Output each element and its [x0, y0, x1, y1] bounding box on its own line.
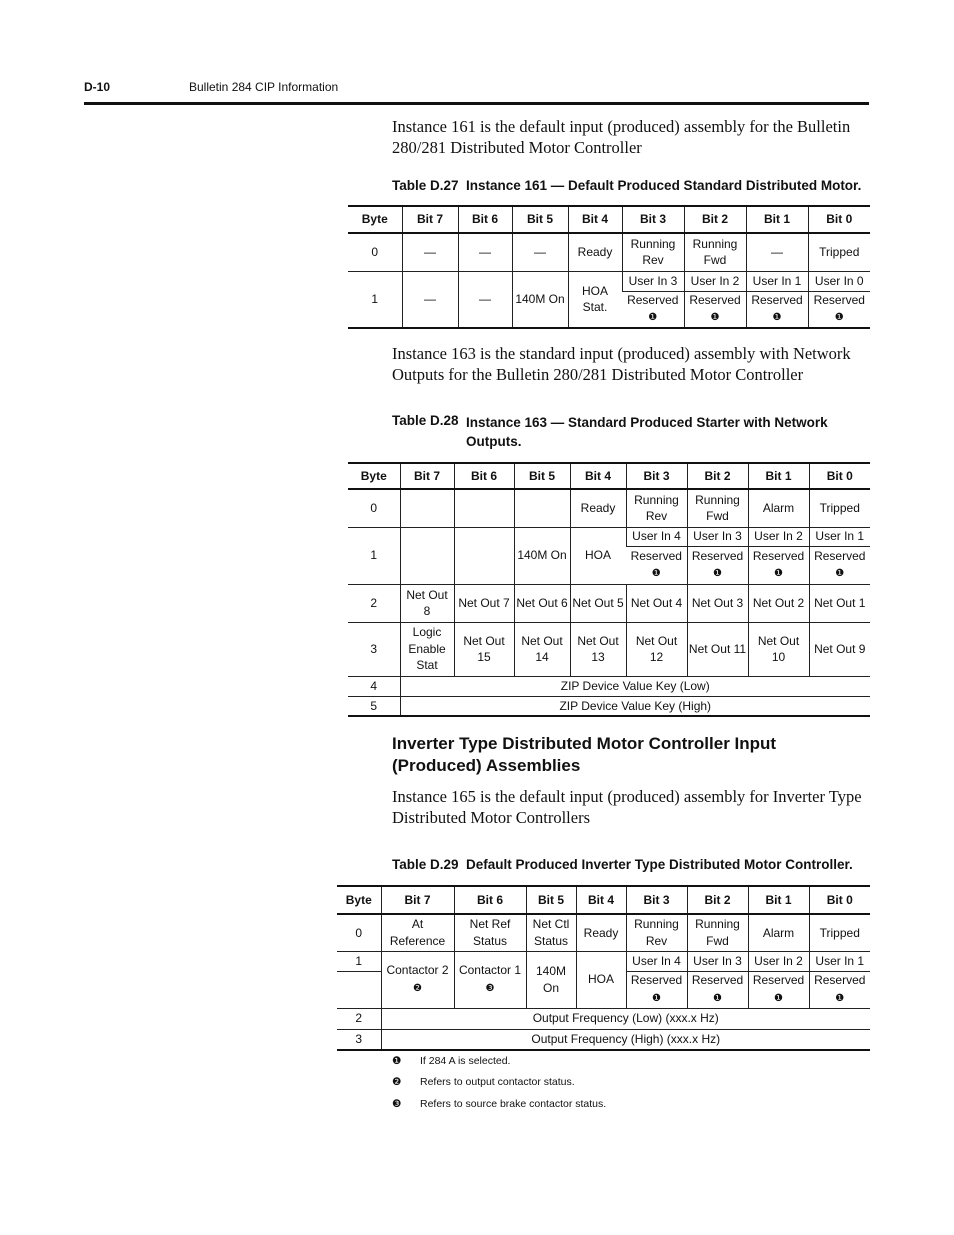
col-bit6: Bit 6: [458, 206, 512, 233]
cell: Net Out 6: [514, 584, 570, 622]
table-row: [348, 584, 870, 622]
cell: 0: [348, 233, 402, 271]
footnote-1: [392, 1055, 510, 1067]
cell: ZIP Device Value Key (High): [400, 696, 870, 716]
cell: Net Out 11: [687, 622, 748, 676]
cell-text: Reserved: [630, 973, 683, 987]
cell: Net Out 9: [809, 622, 870, 676]
footnote-3: [392, 1098, 606, 1110]
col-bit7: Bit 7: [402, 206, 458, 233]
col-bit3: Bit 3: [626, 463, 687, 489]
cell: Running Rev: [622, 233, 684, 271]
cell-text: Reserved: [752, 548, 805, 563]
col-bit7: Bit 7: [381, 886, 454, 914]
cell: Ready: [576, 914, 626, 951]
cell: User In 1: [746, 271, 808, 291]
header-rule: [84, 102, 869, 105]
cell: [687, 546, 748, 584]
col-byte: Byte: [348, 463, 400, 489]
footnote-marker: ❶: [772, 312, 782, 324]
cell: Net Out 12: [626, 622, 687, 676]
cell: User In 0: [808, 271, 870, 291]
footnote-marker: ❶: [652, 992, 661, 1004]
cell: Net Out 3: [687, 584, 748, 622]
cell: Output Frequency (High) (xxx.x Hz): [381, 1029, 870, 1050]
cell: User In 3: [687, 527, 748, 546]
col-bit5: Bit 5: [514, 463, 570, 489]
col-bit1: Bit 1: [748, 463, 809, 489]
cell: [687, 971, 748, 1008]
cell: [400, 489, 454, 527]
col-bit6: Bit 6: [454, 886, 526, 914]
cell: [808, 291, 870, 328]
cell: Running Fwd: [687, 489, 748, 527]
col-bit3: Bit 3: [626, 886, 687, 914]
header-row: [348, 463, 870, 489]
cell-text: Reserved: [630, 548, 682, 563]
table-d27: [348, 205, 870, 329]
section-heading: Inverter Type Distributed Motor Controller Input (Produced) Assemblies: [392, 734, 777, 775]
cell: [622, 291, 684, 328]
footnote-marker: ❶: [774, 568, 783, 579]
col-bit2: Bit 2: [687, 463, 748, 489]
cell: 3: [348, 622, 400, 676]
col-bit6: Bit 6: [454, 463, 514, 489]
col-bit1: Bit 1: [746, 206, 808, 233]
table-row: [337, 914, 870, 951]
table-label: Table D.28: [392, 413, 459, 428]
col-bit1: Bit 1: [748, 886, 809, 914]
header-row: [348, 206, 870, 233]
table-row: [348, 622, 870, 676]
cell: 1: [348, 271, 402, 328]
header-row: [337, 886, 870, 914]
cell: User In 4: [626, 527, 687, 546]
page-number: D-10: [84, 80, 111, 94]
cell: —: [402, 271, 458, 328]
footnote-marker: ❷: [413, 982, 422, 994]
cell: Net Out 10: [748, 622, 809, 676]
cell: —: [458, 233, 512, 271]
cell: 0: [348, 489, 400, 527]
cell: 3: [337, 1029, 381, 1050]
intro-paragraph-165: Instance 165 is the default input (produced) assembly for Inverter Type Distributed Motor Controllers: [392, 787, 862, 827]
cell-text: Reserved: [751, 292, 803, 307]
cell: [746, 291, 808, 328]
table-title: Default Produced Inverter Type Distributed Motor Controller.: [466, 857, 853, 872]
cell: 1: [337, 951, 381, 971]
cell: [684, 291, 746, 328]
table-title: Instance 163 — Standard Produced Starter with Network Outputs.: [466, 415, 828, 449]
cell: HOA Stat.: [568, 271, 622, 328]
footnote-2: [392, 1076, 575, 1088]
cell-text: Reserved: [627, 292, 679, 307]
table-d28: [348, 462, 870, 717]
cell: ZIP Device Value Key (Low): [400, 676, 870, 696]
cell: [748, 971, 809, 1008]
cell: Net Out 7: [454, 584, 514, 622]
footnote-marker: ❶: [835, 568, 845, 579]
col-byte: Byte: [348, 206, 402, 233]
cell: [626, 546, 687, 584]
cell: Net Out 14: [514, 622, 570, 676]
footnote-marker: ❶: [710, 312, 720, 324]
col-bit0: Bit 0: [809, 886, 870, 914]
col-bit2: Bit 2: [687, 886, 748, 914]
table-row: [348, 271, 870, 291]
intro-paragraph-161: Instance 161 is the default input (produced) assembly for the Bulletin 280/281 Distributed Motor Controller: [392, 117, 851, 157]
cell: 140M On: [512, 271, 568, 328]
intro-paragraph-163: Instance 163 is the standard input (produced) assembly with Network Outputs for the Bulletin 280/281 Distributed Motor Controller: [392, 344, 851, 384]
cell: Net Out 8: [400, 584, 454, 622]
table-row: [348, 696, 870, 716]
footnote-marker: ❶: [648, 312, 658, 324]
cell: Running Rev: [626, 914, 687, 951]
table-label: Table D.27: [392, 178, 459, 193]
footnote-text: Refers to output contactor status.: [420, 1076, 575, 1088]
col-bit7: Bit 7: [400, 463, 454, 489]
cell: User In 4: [626, 951, 687, 971]
cell: HOA: [570, 527, 626, 584]
cell: Net Ref Status: [454, 914, 526, 951]
cell: [809, 546, 870, 584]
cell-text: Reserved: [691, 973, 744, 987]
table-d28-caption: [392, 413, 846, 451]
cell: —: [512, 233, 568, 271]
footnote-text: Refers to source brake contactor status.: [420, 1098, 607, 1110]
cell: —: [458, 271, 512, 328]
cell: Net Out 15: [454, 622, 514, 676]
table-row: [337, 951, 870, 971]
col-bit2: Bit 2: [684, 206, 746, 233]
cell: At Reference: [381, 914, 454, 951]
table-row: [348, 233, 870, 271]
cell: Ready: [568, 233, 622, 271]
cell: Net Out 5: [570, 584, 626, 622]
footnote-text: If 284 A is selected.: [420, 1055, 511, 1067]
cell-text: Contactor 1: [458, 963, 522, 977]
cell: User In 1: [809, 527, 870, 546]
cell-text: Reserved: [814, 973, 866, 987]
col-bit3: Bit 3: [622, 206, 684, 233]
col-bit5: Bit 5: [526, 886, 576, 914]
table-label: Table D.29: [392, 857, 459, 872]
cell: [381, 951, 454, 1008]
table-row: [337, 1029, 870, 1050]
cell: Alarm: [748, 489, 809, 527]
cell: Alarm: [748, 914, 809, 951]
cell: User In 2: [684, 271, 746, 291]
cell: —: [746, 233, 808, 271]
cell: [454, 951, 526, 1008]
table-row: [348, 676, 870, 696]
col-bit0: Bit 0: [809, 463, 870, 489]
cell: [809, 971, 870, 1008]
cell: Net Ctl Status: [526, 914, 576, 951]
cell: Net Out 2: [748, 584, 809, 622]
col-bit4: Bit 4: [576, 886, 626, 914]
cell: Running Fwd: [684, 233, 746, 271]
footnote-mark: ❸: [392, 1098, 402, 1110]
footnote-marker: ❶: [713, 568, 722, 579]
cell: Ready: [570, 489, 626, 527]
cell: [626, 971, 687, 1008]
cell: Net Out 4: [626, 584, 687, 622]
cell: Running Rev: [626, 489, 687, 527]
col-bit0: Bit 0: [808, 206, 870, 233]
cell: 2: [337, 1008, 381, 1029]
cell: 4: [348, 676, 400, 696]
footnote-marker: ❶: [774, 992, 783, 1004]
cell: User In 3: [622, 271, 684, 291]
cell: Logic Enable Stat: [400, 622, 454, 676]
cell: [454, 527, 514, 584]
cell: User In 3: [687, 951, 748, 971]
cell: [454, 489, 514, 527]
cell: User In 2: [748, 951, 809, 971]
cell: Net Out 13: [570, 622, 626, 676]
table-d29: [337, 885, 870, 1051]
cell: Tripped: [808, 233, 870, 271]
cell: 0: [337, 914, 381, 951]
table-d27-caption: [392, 178, 861, 193]
cell: Net Out 1: [809, 584, 870, 622]
cell-text: Reserved: [691, 548, 744, 563]
table-row: [348, 527, 870, 546]
footnote-marker: ❶: [835, 992, 845, 1004]
cell: Running Fwd: [687, 914, 748, 951]
cell: Tripped: [809, 914, 870, 951]
footnote-marker: ❸: [485, 982, 495, 994]
cell: 140M On: [514, 527, 570, 584]
cell: Output Frequency (Low) (xxx.x Hz): [381, 1008, 870, 1029]
table-title: Instance 161 — Default Produced Standard Distributed Motor.: [466, 178, 862, 193]
table-d29-caption: [392, 857, 853, 872]
cell-text: Contactor 2: [386, 963, 449, 977]
cell: [337, 971, 381, 1008]
col-bit4: Bit 4: [568, 206, 622, 233]
footnote-marker: ❶: [713, 992, 722, 1004]
cell: [748, 546, 809, 584]
cell: User In 1: [809, 951, 870, 971]
cell-text: Reserved: [813, 292, 865, 307]
cell: [400, 527, 454, 584]
running-header: Bulletin 284 CIP Information: [189, 80, 339, 94]
table-row: [348, 489, 870, 527]
col-bit4: Bit 4: [570, 463, 626, 489]
footnote-mark: ❷: [392, 1076, 402, 1088]
cell: HOA: [576, 951, 626, 1008]
cell: 1: [348, 527, 400, 584]
cell-text: Reserved: [814, 548, 866, 563]
cell: 2: [348, 584, 400, 622]
cell: —: [402, 233, 458, 271]
cell: 140M On: [526, 951, 576, 1008]
table-row: [337, 1008, 870, 1029]
col-byte: Byte: [337, 886, 381, 914]
cell: User In 2: [748, 527, 809, 546]
cell: 5: [348, 696, 400, 716]
footnote-mark: ❶: [392, 1055, 402, 1067]
cell: [514, 489, 570, 527]
cell-text: Reserved: [752, 973, 805, 987]
cell: Tripped: [809, 489, 870, 527]
footnote-marker: ❶: [651, 568, 661, 579]
col-bit5: Bit 5: [512, 206, 568, 233]
footnote-marker: ❶: [834, 312, 844, 324]
cell-text: Reserved: [689, 292, 741, 307]
